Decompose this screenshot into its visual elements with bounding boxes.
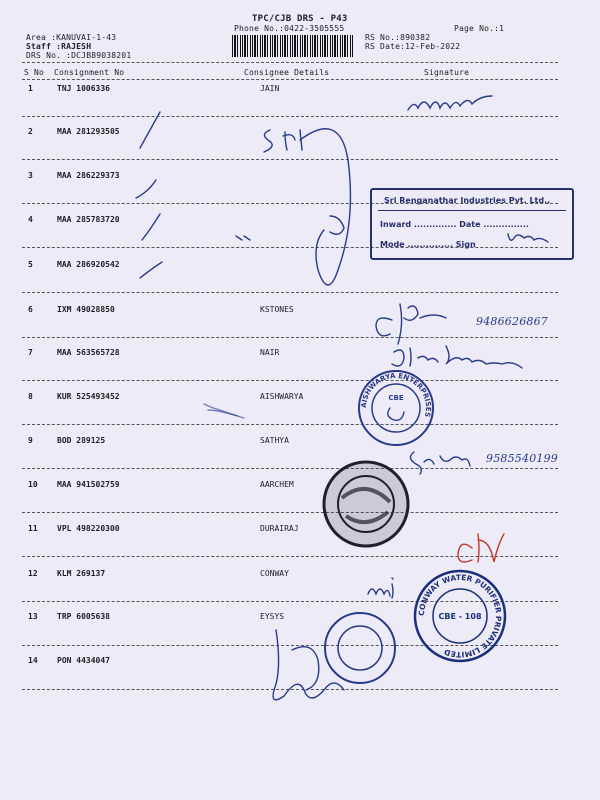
handwritten-phone-sathya: 9585540199 xyxy=(486,452,558,465)
divider xyxy=(22,159,558,160)
row-consignment: MAA 286229373 xyxy=(57,171,120,180)
table-row xyxy=(0,260,600,274)
aarchem-seal xyxy=(320,458,412,550)
row-consignment: KLM 269137 xyxy=(57,569,106,578)
row-consignment: BOD 289125 xyxy=(57,436,106,445)
divider xyxy=(22,556,558,557)
row-consignment: MAA 281293505 xyxy=(57,127,120,136)
row-sno: 4 xyxy=(28,215,33,224)
row-consignment: KUR 525493452 xyxy=(57,392,120,401)
row-consignment: PON 4434047 xyxy=(57,656,110,665)
drs-number: DRS No. :DCJB89038201 xyxy=(26,51,132,60)
table-row xyxy=(0,392,600,406)
row-sno: 10 xyxy=(28,480,38,489)
conway-seal-text: CONWAY WATER PURIFIER PRIVATE LIMITED xyxy=(416,572,504,660)
row-consignment: TNJ 1006336 xyxy=(57,84,110,93)
stamp-company-name: Sri Renganathar Industries Pvt. Ltd., xyxy=(384,196,551,205)
row-sno: 8 xyxy=(28,392,33,401)
row-sno: 1 xyxy=(28,84,33,93)
divider xyxy=(22,380,558,381)
divider xyxy=(22,468,558,469)
sheet-title: TPC/CJB DRS - P43 xyxy=(252,14,348,24)
table-row xyxy=(0,656,600,670)
row-consignment: MAA 563565728 xyxy=(57,348,120,357)
row-consignee: EYSYS xyxy=(260,612,285,621)
row-consignment: MAA 941502759 xyxy=(57,480,120,489)
row-consignee: SATHYA xyxy=(260,436,289,445)
row-sno: 5 xyxy=(28,260,33,269)
table-row xyxy=(0,569,600,583)
table-row xyxy=(0,348,600,362)
table-row xyxy=(0,612,600,626)
row-sno: 14 xyxy=(28,656,38,665)
rs-number: RS No.:890382 xyxy=(365,33,431,42)
table-row xyxy=(0,127,600,141)
handwritten-phone-kstones: 9486626867 xyxy=(476,315,548,328)
stamp-mode-line: Mode ............... Sign xyxy=(380,240,476,249)
barcode xyxy=(232,35,354,57)
row-consignee: DURAIRAJ xyxy=(260,524,299,533)
rs-date: RS Date:12-Feb-2022 xyxy=(365,42,461,51)
page-number: Page No.:1 xyxy=(454,24,505,33)
row-consignee: JAIN xyxy=(260,84,280,93)
row-consignee: NAIR xyxy=(260,348,280,357)
divider xyxy=(22,116,558,117)
area-label: Area :KANUVAI-1-43 xyxy=(26,33,117,42)
row-sno: 9 xyxy=(28,436,33,445)
phone-number: Phone No.:0422-3505555 xyxy=(234,24,345,33)
stamp-rule xyxy=(378,210,566,211)
divider xyxy=(22,62,558,63)
company-stamp xyxy=(370,188,574,260)
row-sno: 3 xyxy=(28,171,33,180)
divider xyxy=(22,337,558,338)
aishwarya-seal-city: CBE xyxy=(388,394,404,402)
row-sno: 7 xyxy=(28,348,33,357)
aishwarya-seal-text: AISHWARYA ENTERPRISES xyxy=(359,371,433,418)
row-consignment: VPL 498220300 xyxy=(57,524,120,533)
col-sno: S No xyxy=(24,68,45,77)
eysys-seal xyxy=(322,610,398,686)
aishwarya-seal xyxy=(356,368,436,448)
table-row xyxy=(0,436,600,450)
conway-seal-city: CBE - 108 xyxy=(438,612,482,621)
row-consignee: AARCHEM xyxy=(260,480,294,489)
conway-seal xyxy=(412,568,508,664)
row-consignee: CONWAY xyxy=(260,569,289,578)
col-consignment: Consignment No xyxy=(54,68,125,77)
table-row xyxy=(0,171,600,185)
staff-label: Staff :RAJESH xyxy=(26,42,92,51)
row-consignment: MAA 285783720 xyxy=(57,215,120,224)
row-sno: 13 xyxy=(28,612,38,621)
row-consignment: IXM 49028850 xyxy=(57,305,115,314)
divider xyxy=(22,689,558,690)
divider xyxy=(22,424,558,425)
row-sno: 12 xyxy=(28,569,38,578)
table-row xyxy=(0,524,600,538)
col-signature: Signature xyxy=(424,68,470,77)
table-row xyxy=(0,84,600,98)
row-consignee: KSTONES xyxy=(260,305,294,314)
divider xyxy=(22,512,558,513)
row-sno: 6 xyxy=(28,305,33,314)
row-sno: 2 xyxy=(28,127,33,136)
divider xyxy=(22,292,558,293)
divider xyxy=(22,79,558,80)
row-consignment: MAA 286920542 xyxy=(57,260,120,269)
table-row xyxy=(0,480,600,494)
row-consignment: TRP 6005638 xyxy=(57,612,110,621)
col-consignee: Consignee Details xyxy=(244,68,330,77)
row-consignee: AISHWARYA xyxy=(260,392,304,401)
stamp-inward-line: Inward .............. Date ............... xyxy=(380,220,529,229)
row-sno: 11 xyxy=(28,524,38,533)
